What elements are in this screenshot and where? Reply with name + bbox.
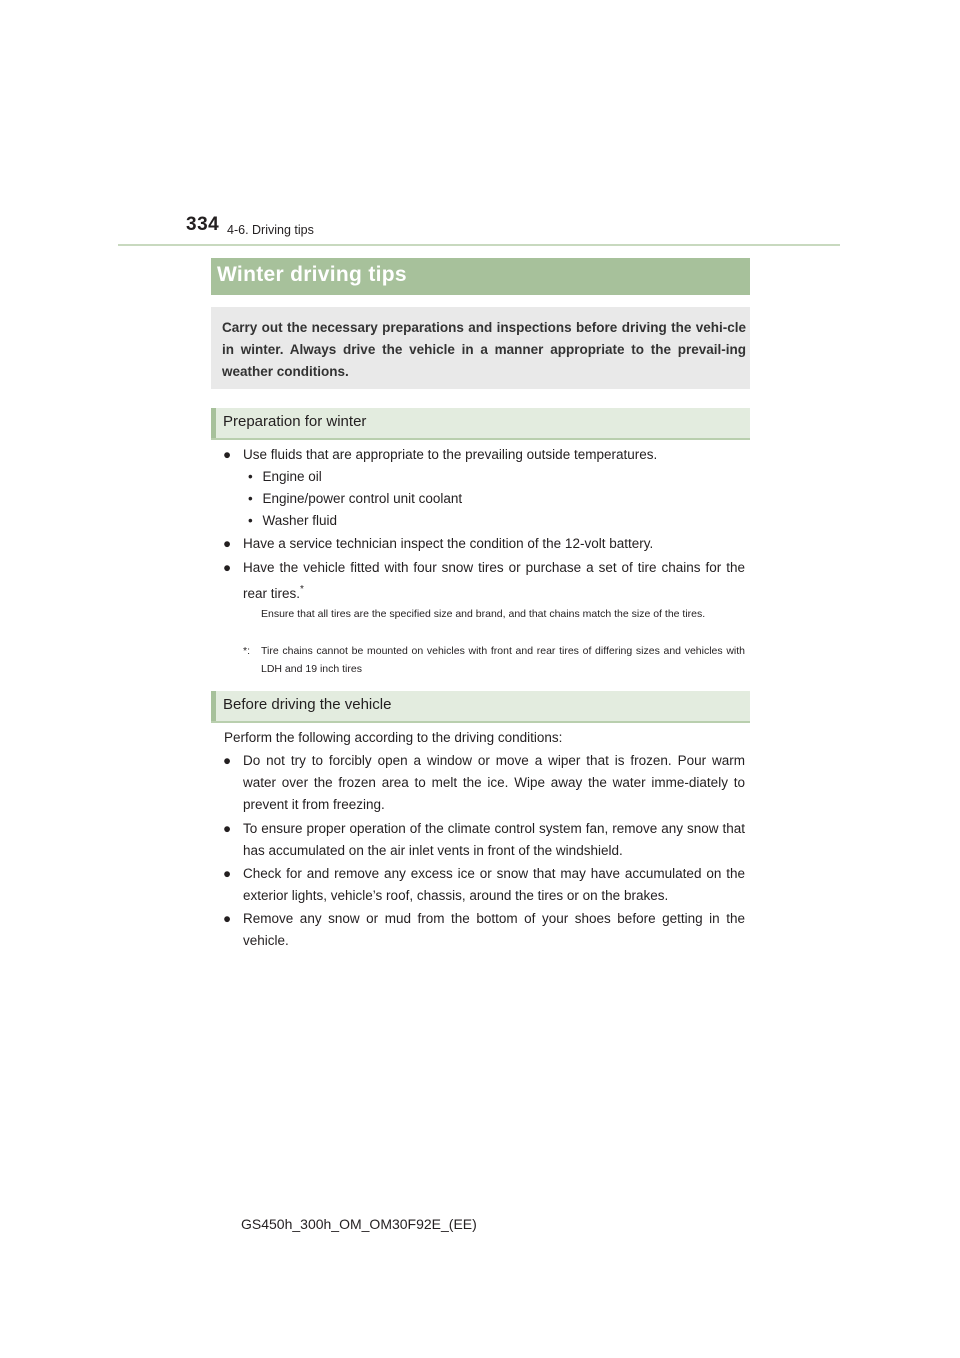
fluid-item-coolant xyxy=(248,488,462,510)
bullet-tires-text: Have the vehicle fitted with four snow tires or purchase a set of tire chains for the rear tires. xyxy=(243,560,745,601)
bullet-frozen-window xyxy=(223,750,745,816)
bullet-excess-ice-text: Check for and remove any excess ice or snow that may have accumulated on the exterior lights, vehicle’s roof, chassis, around the tires or on the brakes. xyxy=(243,866,745,903)
bullet-fluids xyxy=(223,444,745,466)
page-title-bar xyxy=(211,258,750,295)
fluid-item-label: Washer fluid xyxy=(262,513,338,528)
bullet-shoes-text: Remove any snow or mud from the bottom of your shoes before getting in the vehicle. xyxy=(243,911,745,948)
bullet-air-inlet-text: To ensure proper operation of the climate control system fan, remove any snow that has accumulated on the air inlet vents in front of the windshield. xyxy=(243,821,745,858)
bullet-air-inlet xyxy=(223,818,745,862)
bullet-frozen-window-text: Do not try to forcibly open a window or move a wiper that is frozen. Pour warm water over the frozen area to melt the ice. Wipe away the water imme-diately to prevent it from freezing. xyxy=(243,753,745,812)
page-number: 334 xyxy=(186,214,220,235)
asterisk-marker: * xyxy=(300,584,304,595)
fluid-item-engine-oil xyxy=(248,466,322,488)
header-divider xyxy=(118,244,840,246)
section-reference: 4-6. Driving tips xyxy=(227,223,314,237)
bullet-fluids-text: Use fluids that are appropriate to the prevailing outside temperatures. xyxy=(243,447,658,462)
bullet-shoes xyxy=(223,908,745,952)
bullet-icon: ● xyxy=(223,821,232,836)
bullet-tires xyxy=(223,557,745,605)
bullet-icon: ● xyxy=(223,536,232,551)
subheading-accent xyxy=(211,691,216,721)
sub-bullet-icon: • xyxy=(248,491,253,506)
fluid-item-washer xyxy=(248,510,337,532)
bullet-battery xyxy=(223,533,745,555)
document-code-footer: GS450h_300h_OM_OM30F92E_(EE) xyxy=(241,1216,477,1232)
subheading-accent xyxy=(211,408,216,438)
bullet-icon: ● xyxy=(223,560,232,575)
tire-size-note: Ensure that all tires are the specified size and brand, and that chains match the size of the tires. xyxy=(261,608,706,620)
subheading-before-driving xyxy=(211,691,750,723)
fluid-item-label: Engine/power control unit coolant xyxy=(262,491,463,506)
footnote-mark: *: xyxy=(243,645,251,657)
bullet-battery-text: Have a service technician inspect the condition of the 12-volt battery. xyxy=(243,536,654,551)
bullet-icon: ● xyxy=(223,753,232,768)
bullet-icon: ● xyxy=(223,866,232,881)
subheading-before-driving-label: Before driving the vehicle xyxy=(223,696,392,713)
subheading-preparation xyxy=(211,408,750,440)
footnote xyxy=(243,642,745,678)
subheading-preparation-label: Preparation for winter xyxy=(223,413,367,430)
intro-text: Carry out the necessary preparations and inspections before driving the vehi-cle in winter. Always drive the vehicle in a manner appropriate to the prevail-ing weather conditions. xyxy=(222,320,746,379)
page-title: Winter driving tips xyxy=(217,263,407,286)
sub-bullet-icon: • xyxy=(248,469,253,484)
bullet-icon: ● xyxy=(223,911,232,926)
bullet-excess-ice xyxy=(223,863,745,907)
bullet-icon: ● xyxy=(223,447,232,462)
before-driving-lead: Perform the following according to the driving conditions: xyxy=(224,730,563,745)
intro-box xyxy=(211,307,750,389)
footnote-text: Tire chains cannot be mounted on vehicles with front and rear tires of differing sizes and vehicles with LDH and 19 inch tires xyxy=(261,645,745,675)
sub-bullet-icon: • xyxy=(248,513,253,528)
fluid-item-label: Engine oil xyxy=(262,469,322,484)
